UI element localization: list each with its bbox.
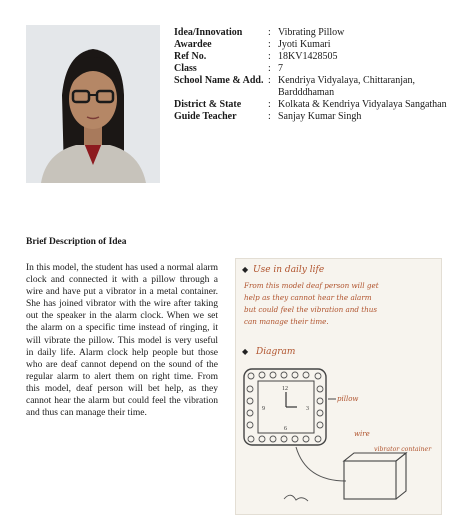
clock-number: 6 — [284, 426, 287, 432]
detail-row-ref — [174, 51, 454, 63]
detail-key: School Name & Add. — [174, 75, 264, 86]
signature — [284, 495, 308, 501]
container-drawing — [344, 453, 406, 499]
sketch-line: help as they cannot hear the alarm — [244, 293, 372, 302]
diagram-label: Diagram — [256, 347, 296, 357]
detail-value: 7 — [278, 63, 283, 74]
sketch-line: From this model deaf person will get — [244, 281, 379, 290]
detail-value: Kendriya Vidyalaya, Chittaranjan, Bardddhaman — [278, 75, 415, 98]
sketch-line: but could feel the vibration and thus — [244, 305, 378, 314]
brief-description: In this model, the student has used a normal alarm clock and connected it with a pillow through a wire and have put a vibrator in a metal container. She has joined vibrator with the wire after taking out the speaker in the alarm clock. When we set the alarm on a specific time instead of ringing, it will vibrate the pillow. This model is very useful in daily life. Alarm clock help people but those who are deaf cannot depend on the sound of the regular alarm to alert them on right time. From this model, deaf person will bet help, as they cannot hear the alarm but could feel the vibration and thus can manage their time. — [26, 263, 218, 419]
detail-key: Class — [174, 63, 197, 74]
pillow-label: pillow — [337, 395, 359, 403]
detail-key: Ref No. — [174, 51, 207, 62]
detail-row-district — [174, 99, 454, 111]
hand-drawn-sketch — [235, 258, 442, 515]
detail-row-guide — [174, 111, 454, 123]
clock-number: 12 — [282, 386, 288, 392]
awardee-details — [174, 27, 454, 123]
detail-key: Awardee — [174, 39, 212, 50]
sketch-drawing — [236, 259, 441, 514]
wire-label: wire — [354, 430, 370, 438]
detail-value: Vibrating Pillow — [278, 27, 345, 38]
detail-row-idea — [174, 27, 454, 39]
separator: : — [268, 51, 271, 62]
separator: : — [268, 75, 271, 86]
awardee-photo — [26, 25, 160, 183]
detail-key: District & State — [174, 99, 242, 110]
detail-row-school — [174, 75, 454, 99]
detail-value: 18KV1428505 — [278, 51, 338, 62]
detail-value: Jyoti Kumari — [278, 39, 331, 50]
detail-key: Idea/Innovation — [174, 27, 243, 38]
container-label: vibrator container — [374, 446, 432, 453]
detail-key: Guide Teacher — [174, 111, 237, 122]
detail-value: Kolkata & Kendriya Vidyalaya Sangathan — [278, 99, 447, 110]
sketch-line: can manage their time. — [244, 317, 329, 326]
detail-value: Sanjay Kumar Singh — [278, 111, 362, 122]
bullet-icon: ◆ — [242, 265, 249, 274]
separator: : — [268, 63, 271, 74]
portrait-image — [26, 25, 160, 183]
sketch-heading: Use in daily life — [253, 265, 325, 275]
separator: : — [268, 39, 271, 50]
clock-number: 9 — [262, 406, 265, 412]
detail-row-awardee — [174, 39, 454, 51]
detail-row-class — [174, 63, 454, 75]
bullet-icon: ◆ — [242, 347, 249, 356]
brief-title: Brief Description of Idea — [26, 237, 127, 247]
clock-number: 3 — [306, 406, 309, 412]
separator: : — [268, 99, 271, 110]
clock-drawing — [244, 369, 326, 445]
separator: : — [268, 111, 271, 122]
wire-drawing — [296, 447, 346, 481]
separator: : — [268, 27, 271, 38]
